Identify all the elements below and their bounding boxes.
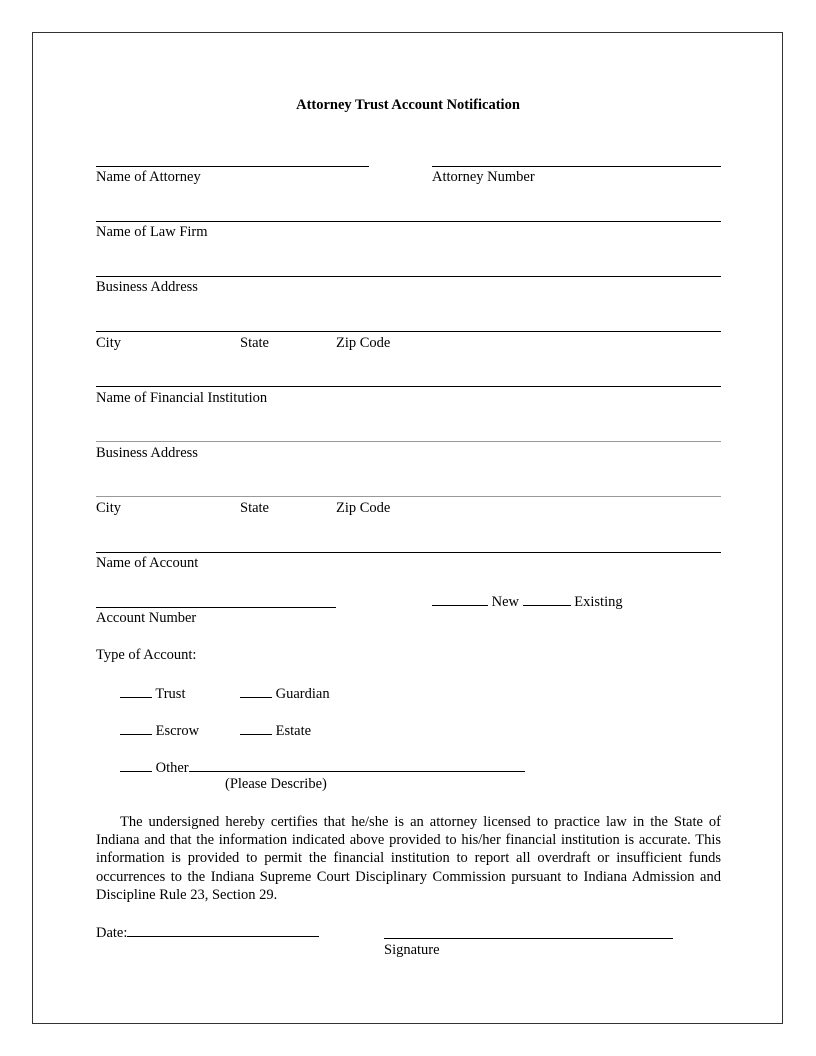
law-firm-field[interactable] [96,221,721,222]
estate-label: Estate [275,723,312,739]
account-number-field[interactable] [96,607,336,608]
other-option [120,758,525,777]
escrow-label: Escrow [155,723,200,739]
trust-label: Trust [155,686,186,702]
escrow-option [120,721,199,740]
attorney-name-field[interactable] [96,166,369,167]
estate-checkbox-blank[interactable] [240,721,272,735]
trust-option [120,684,185,703]
bank-city-label: City [96,500,121,516]
signature-field[interactable] [384,938,673,939]
type-of-account-label: Type of Account: [96,647,197,663]
date-row [96,923,319,942]
business-address-field[interactable] [96,276,721,277]
new-checkbox-blank[interactable] [432,592,488,606]
date-label: Date: [96,925,128,941]
new-label: New [491,594,520,610]
law-firm-label: Name of Law Firm [96,224,208,240]
guardian-label: Guardian [275,686,330,702]
city-state-zip-field[interactable] [96,331,721,332]
zip-code-label: Zip Code [336,335,391,351]
signature-label: Signature [384,942,440,958]
attorney-number-field[interactable] [432,166,721,167]
account-name-field[interactable] [96,552,721,553]
guardian-checkbox-blank[interactable] [240,684,272,698]
existing-checkbox-blank[interactable] [523,592,571,606]
other-checkbox-blank[interactable] [120,758,152,772]
guardian-option [240,684,330,703]
other-label: Other [155,760,189,776]
account-name-label: Name of Account [96,555,199,571]
new-existing-row [432,592,623,611]
attorney-number-label: Attorney Number [432,169,535,185]
attorney-name-label: Name of Attorney [96,169,201,185]
date-field[interactable] [127,923,319,937]
business-address-label: Business Address [96,279,198,295]
estate-option [240,721,311,740]
bank-state-label: State [240,500,269,516]
other-describe-field[interactable] [189,758,525,772]
trust-checkbox-blank[interactable] [120,684,152,698]
bank-city-state-zip-field[interactable] [96,496,721,497]
financial-institution-field[interactable] [96,386,721,387]
financial-institution-label: Name of Financial Institution [96,390,268,406]
account-number-label: Account Number [96,610,197,626]
bank-business-address-field[interactable] [96,441,721,442]
certification-paragraph: The undersigned hereby certifies that he/she is an attorney licensed to practice law in the State of Indiana and that the information indicated above provided to his/her financial institution is accurate. This information is provided to permit the financial institution to report all overdraft or insufficient funds occurrences to the Indiana Supreme Court Disciplinary Commission pursuant to Indiana Admission and Discipline Rule 23, Section 29. [96,814,721,903]
existing-label: Existing [574,594,623,610]
please-describe-label: (Please Describe) [225,776,327,792]
bank-zip-code-label: Zip Code [336,500,391,516]
city-label: City [96,335,121,351]
bank-business-address-label: Business Address [96,445,198,461]
form-title: Attorney Trust Account Notification [296,97,520,113]
escrow-checkbox-blank[interactable] [120,721,152,735]
state-label: State [240,335,269,351]
